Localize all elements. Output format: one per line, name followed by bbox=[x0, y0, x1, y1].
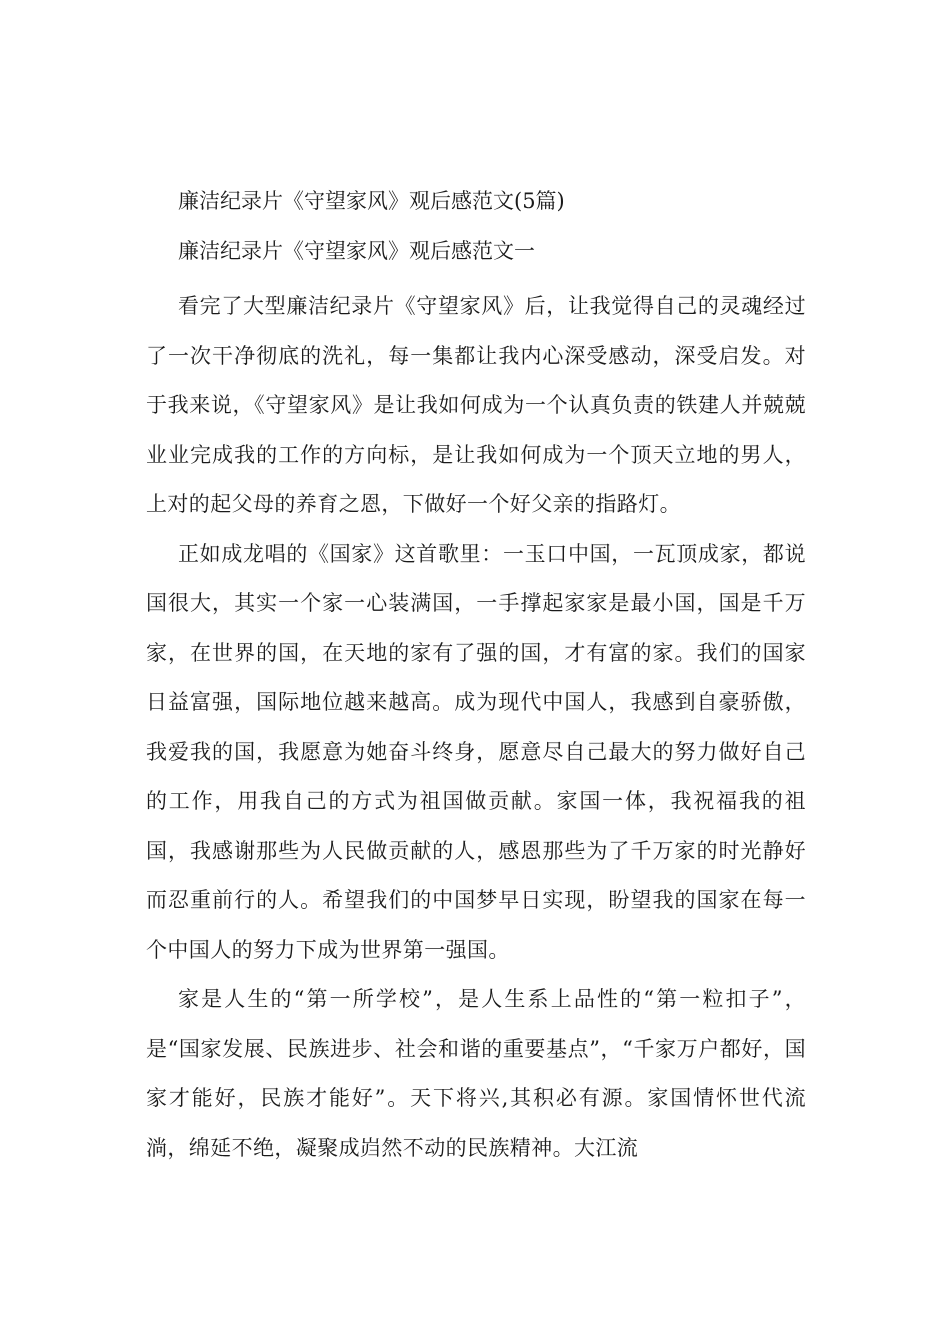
document-subtitle: 廉洁纪录片《守望家风》观后感范文一 bbox=[178, 239, 535, 263]
paragraph-1: 看完了大型廉洁纪录片《守望家风》后，让我觉得自己的灵魂经过了一次干净彻底的洗礼，每一集都让我内心深受感动，深受启发。对于我来说，《守望家风》是让我如何成为一个认真负责的铁建人并兢兢业业完成我的工作的方向标，是让我如何成为一个顶天立地的男人，上对的起父母的养育之恩，下做好一个好父亲的指路灯。 bbox=[146, 294, 806, 516]
paragraph-3: 家是人生的“第一所学校”，是人生系上品性的“第一粒扣子”，是“国家发展、民族进步、社会和谐的重要基点”，“千家万户都好，国家才能好，民族才能好”。天下将兴,其积必有源。家国情怀世代流淌，绵延不绝，凝聚成岿然不动的民族精神。大江流 bbox=[146, 987, 806, 1160]
paragraph-2: 正如成龙唱的《国家》这首歌里：一玉口中国，一瓦顶成家，都说国很大，其实一个家一心装满国，一手撑起家家是最小国，国是千万家，在世界的国，在天地的家有了强的国，才有富的家。我们的国家日益富强，国际地位越来越高。成为现代中国人，我感到自豪骄傲，我爱我的国，我愿意为她奋斗终身，愿意尽自己最大的努力做好自己的工作，用我自己的方式为祖国做贡献。家国一体，我祝福我的祖国，我感谢那些为人民做贡献的人，感恩那些为了千万家的时光静好而忍重前行的人。希望我们的中国梦早日实现，盼望我的国家在每一个中国人的努力下成为世界第一强国。 bbox=[146, 541, 806, 962]
document-title: 廉洁纪录片《守望家风》观后感范文(5篇) bbox=[178, 189, 565, 213]
document-body bbox=[146, 176, 806, 1173]
